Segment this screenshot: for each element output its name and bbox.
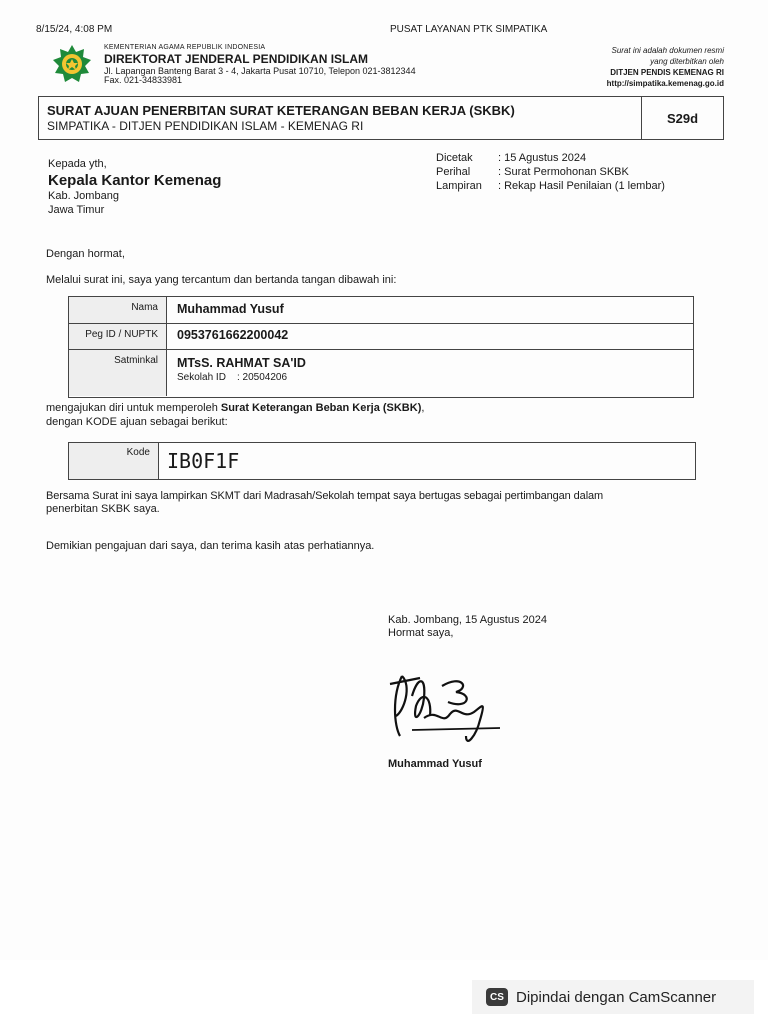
request-paragraph — [46, 402, 424, 414]
request-text: mengajukan diri untuk memperoleh — [46, 402, 221, 414]
teacher-name: Muhammad Yusuf — [177, 302, 284, 316]
identity-row-peg — [69, 324, 693, 350]
identity-row-satminkal — [69, 350, 693, 396]
directorate-name: DIREKTORAT JENDERAL PENDIDIKAN ISLAM — [104, 52, 369, 66]
greeting: Dengan hormat, — [46, 248, 125, 260]
addressee-province: Jawa Timur — [48, 204, 105, 216]
identity-label: Satminkal — [69, 350, 167, 396]
official-note-issuer: DITJEN PENDIS KEMENAG RI — [610, 68, 724, 77]
camscanner-watermark — [472, 980, 754, 1014]
camscanner-logo-icon: CS — [486, 988, 508, 1006]
addressee-regency: Kab. Jombang — [48, 190, 119, 202]
addressee-name: Kepala Kantor Kemenag — [48, 172, 222, 189]
camscanner-text: Dipindai dengan CamScanner — [516, 988, 717, 1006]
signatory-name: Muhammad Yusuf — [388, 758, 482, 770]
kemenag-emblem-icon — [52, 44, 92, 84]
document-code: S29d — [641, 97, 723, 139]
attachment-paragraph: Bersama Surat ini saya lampirkan SKMT dari Madrasah/Sekolah tempat saya bertugas sebagai pertimbangan dalam — [46, 490, 604, 502]
document-title: SURAT AJUAN PENERBITAN SURAT KETERANGAN BEBAN KERJA (SKBK) — [47, 103, 515, 118]
request-skbk-emphasis: Surat Keterangan Beban Kerja (SKBK) — [220, 402, 422, 414]
school-id-value: : 20504206 — [237, 372, 288, 383]
meta-value-subject: : Surat Permohonan SKBK — [498, 166, 629, 178]
directorate-address: Jl. Lapangan Banteng Barat 3 - 4, Jakarta Pusat 10710, Telepon 021-3812344 — [104, 66, 416, 76]
identity-label: Peg ID / NUPTK — [69, 324, 167, 349]
satminkal-value: MTsS. RAHMAT SA'ID — [177, 356, 306, 370]
official-note-url: http://simpatika.kemenag.go.id — [606, 79, 724, 88]
attachment-paragraph-line2: penerbitan SKBK saya. — [46, 503, 160, 515]
signature-closing: Hormat saya, — [388, 627, 454, 639]
peg-id-value: 0953761662200042 — [177, 328, 289, 342]
identity-table — [68, 296, 694, 398]
closing-paragraph: Demikian pengajuan dari saya, dan terima kasih atas perhatiannya. — [46, 540, 375, 552]
meta-label-attachment: Lampiran — [436, 180, 482, 192]
meta-label-printed: Dicetak — [436, 152, 473, 164]
code-label: Kode — [69, 443, 159, 479]
addressee-prefix: Kepada yth, — [48, 158, 107, 170]
official-note-line: Surat ini adalah dokumen resmi — [611, 46, 724, 55]
request-text-punct: , — [421, 402, 425, 414]
identity-row-name — [69, 297, 693, 324]
document-subtitle: SIMPATIKA - DITJEN PENDIDIKAN ISLAM - KEMENAG RI — [47, 119, 364, 133]
signature-place-date: Kab. Jombang, 15 Agustus 2024 — [388, 614, 548, 626]
meta-value-printed: : 15 Agustus 2024 — [498, 152, 587, 164]
submission-code: IB0F1F — [167, 449, 240, 473]
meta-label-subject: Perihal — [436, 166, 471, 178]
request-paragraph-line2: dengan KODE ajuan sebagai berikut: — [46, 416, 228, 428]
meta-value-attachment: : Rekap Hasil Penilaian (1 lembar) — [498, 180, 665, 192]
print-timestamp: 8/15/24, 4:08 PM — [36, 24, 113, 35]
directorate-fax: Fax. 021-34833981 — [104, 75, 183, 85]
identity-label: Nama — [69, 297, 167, 323]
document-title-box — [38, 96, 724, 140]
submission-code-box — [68, 442, 696, 480]
school-id-label: Sekolah ID — [177, 372, 226, 383]
ministry-name: KEMENTERIAN AGAMA REPUBLIK INDONESIA — [104, 44, 266, 51]
print-source: PUSAT LAYANAN PTK SIMPATIKA — [390, 24, 548, 35]
handwritten-signature-icon — [382, 656, 512, 756]
official-note-line: yang diterbitkan oleh — [650, 57, 724, 66]
intro-paragraph: Melalui surat ini, saya yang tercantum dan bertanda tangan dibawah ini: — [46, 274, 397, 286]
